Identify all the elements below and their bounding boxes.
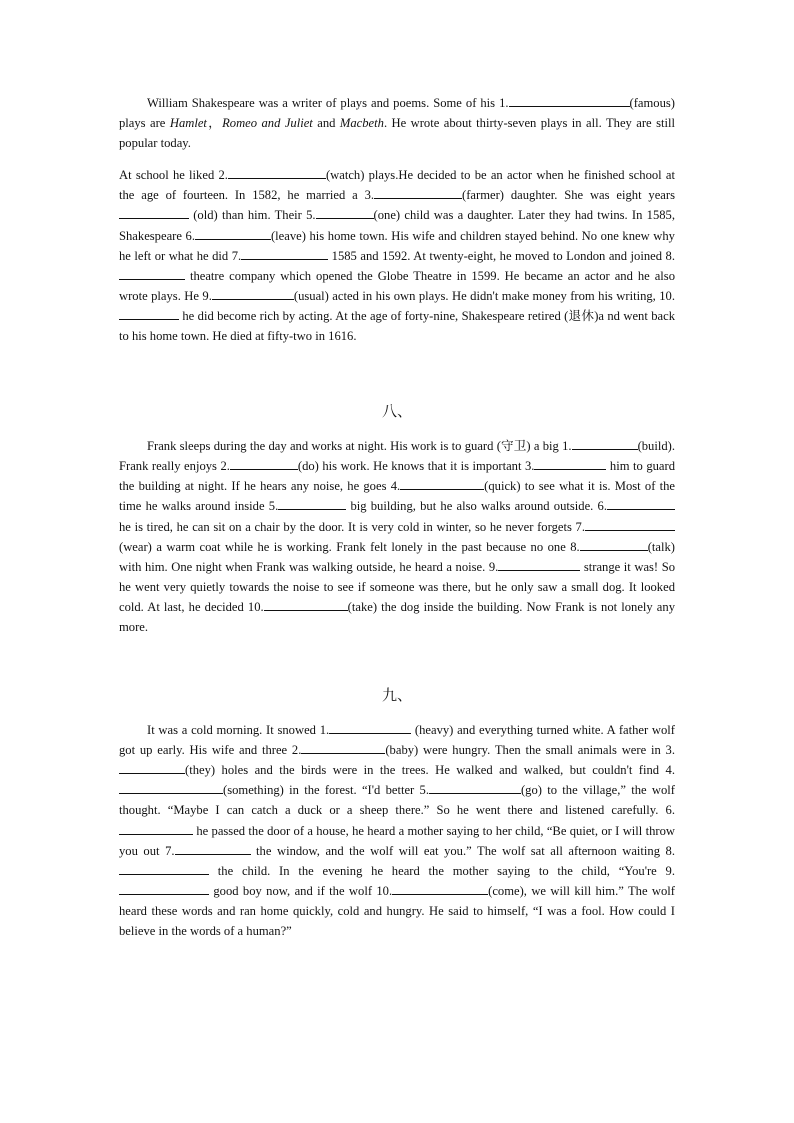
passage-frank: Frank sleeps during the day and works at night. His work is to guard (守卫) a big 1. (build). Frank really enjoys 2. (do) his work. He knows that it is important 3. him to guard the building at night. If he hears any noise, he goes 4. (quick) to see what it is. Most of the time he walks around inside 5. big building, but he also walks around outside. 6. he is tired, he can sit on a chair by the door. It is very cold in winter, so he never forgets 7.(wear) a warm coat while he is working. Frank felt lonely in the past because no one 8. (talk) with him. One night when Frank was walking outside, he heard a noise. 9. strange it was! So he went very quietly towards the noise to see if someone was there, but he only saw a small dog. It looked cold. At last, he decided 10. (take) the dog inside the building. Now Frank is not lonely any more.	[119, 439, 675, 634]
blank-3[interactable]	[119, 761, 185, 774]
blank-5[interactable]	[316, 206, 374, 219]
blank-7[interactable]	[175, 842, 251, 855]
blank-10[interactable]	[264, 598, 348, 611]
worksheet-page	[119, 93, 675, 941]
blank-2[interactable]	[301, 741, 385, 754]
blank-7[interactable]	[585, 518, 675, 531]
blank-8[interactable]	[580, 538, 648, 551]
blank-3[interactable]	[374, 186, 462, 199]
blank-10[interactable]	[119, 307, 179, 320]
blank-1[interactable]	[572, 437, 638, 450]
blank-8[interactable]	[119, 267, 185, 280]
blank-1[interactable]	[329, 721, 411, 734]
blank-10[interactable]	[392, 882, 488, 895]
blank-6[interactable]	[607, 497, 675, 510]
blank-9[interactable]	[498, 558, 580, 571]
passage-shakespeare-intro: William Shakespeare was a writer of plays and poems. Some of his 1. (famous) plays are Hamlet，Romeo and Juliet and Macbeth. He wrote about thirty-seven plays in all. They are still popular today.	[119, 96, 675, 151]
blank-4[interactable]	[119, 781, 223, 794]
section-heading-9: 九、	[381, 686, 412, 705]
passage-shakespeare-body: At school he liked 2. (watch) plays.He decided to be an actor when he finished school at the age of fourteen. In 1582, he married a 3. (farmer) daughter. She was eight years (old) than him. Their 5. (one) child was a daughter. Later they had twins. In 1585, Shakespeare 6. (leave) his home town. His wife and children stayed behind. No one knew why he left or what he did 7. 1585 and 1592. At twenty-eight, he moved to London and joined 8. theatre company which opened the Globe Theatre in 1599. He became an actor and he also wrote plays. He 9. (usual) acted in his own plays. He didn't make money from his writing, 10. he did become rich by acting. At the age of forty-nine, Shakespeare retired (退休)a nd went back to his home town. He died at fifty-two in 1616.	[119, 168, 676, 344]
blank-2[interactable]	[230, 457, 298, 470]
blank-8[interactable]	[119, 862, 209, 875]
passage-wolf: It was a cold morning. It snowed 1. (heavy) and everything turned white. A father wolf got up early. His wife and three 2. (baby) were hungry. Then the small animals were in 3.(they) holes and the birds were in the trees. He walked and walked, but couldn't find 4.(something) in the forest. “I'd better 5. (go) to the village,” the wolf thought. “Maybe I can catch a duck or a sheep there.” So he went there and listened carefully. 6. he passed the door of a house, he heard a mother saying to her child, “Be quiet, or I will throw you out 7. the window, and the wolf will eat you.” The wolf sat all afternoon waiting 8. the child. In the evening he heard the mother saying to the child, “You're 9. good boy now, and if the wolf 10. (come), we will kill him.” The wolf heard these words and ran home quickly, cold and hungry. He said to himself, “I was a fool. How could I believe in the words of a human?”	[119, 723, 676, 938]
section-heading-8: 八、	[381, 402, 412, 421]
blank-6[interactable]	[119, 822, 193, 835]
blank-1[interactable]	[509, 94, 630, 107]
blank-5[interactable]	[278, 497, 346, 510]
blank-4[interactable]	[400, 477, 484, 490]
blank-3[interactable]	[534, 457, 606, 470]
blank-2[interactable]	[228, 166, 326, 179]
blank-4[interactable]	[119, 206, 189, 219]
blank-7[interactable]	[241, 247, 328, 260]
blank-5[interactable]	[429, 781, 521, 794]
blank-9[interactable]	[119, 882, 209, 895]
blank-6[interactable]	[195, 227, 271, 240]
blank-9[interactable]	[212, 287, 294, 300]
